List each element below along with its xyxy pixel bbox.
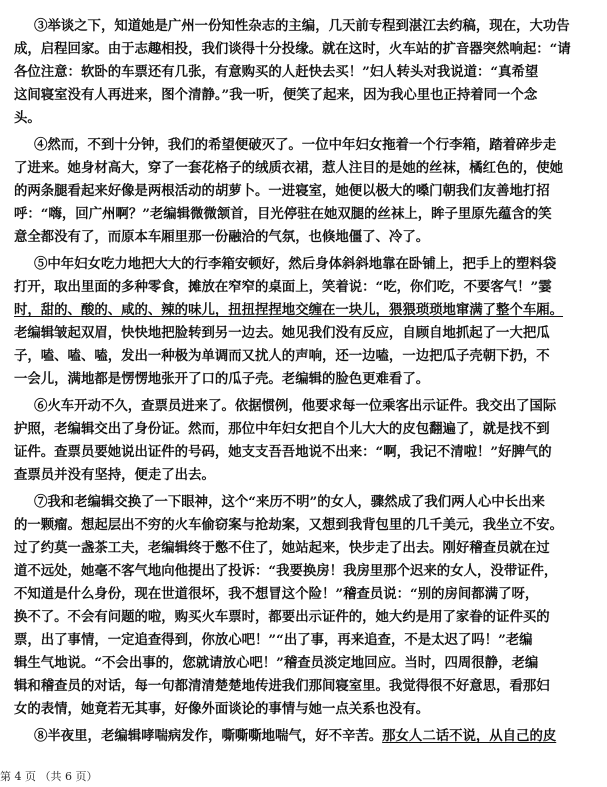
text-line-underlined: 时，甜的、酸的、咸的、辣的味儿，扭扭捏捏地交缠在一块儿，猥猥琐琐地窜满了整个车厢。 xyxy=(14,302,564,318)
text-line: 子，嗑、嗑、嗑，发出一种极为单调而又扰人的声响，还一边嗑，一边把瓜子壳朝下扔，不 xyxy=(14,348,550,364)
text-line xyxy=(34,725,592,748)
underlined-segment: 那女人二话不说，从自己的皮 xyxy=(382,728,557,744)
text-line: 老编辑皱起双眉，快快地把脸转到另一边去。她见我们没有反应，自顾自地抓起了一大把瓜 xyxy=(14,325,550,341)
text-line: 过了约莫一盏茶工夫，老编辑终于憋不住了，她站起来，快步走了出去。刚好稽查员就在过 xyxy=(14,540,550,556)
text-line: 各位注意：软卧的车票还有几张，有意购买的人赶快去买！”妇人转头对我说道：“真希望 xyxy=(14,64,539,80)
text-line: 护照，老编辑交出了身份证。然而，那位中年妇女把自个儿大大的皮包翻遍了，就是找不到 xyxy=(14,421,550,437)
text-line: 的两条腿看起来好像是两根活动的胡萝卜。一进寝室，她便以极大的嗓门朝我们友善地打招 xyxy=(14,183,550,199)
text-line: 打开，取出里面的多种零食，摊放在窄窄的桌面上，笑着说：“吃，你们吃，不要客气！”霎 xyxy=(14,279,552,295)
text-line: 头。 xyxy=(14,110,41,126)
text-line: 女的表情，她竟若无其事，好像外面谈论的事情与她一点关系也没有。 xyxy=(14,701,430,717)
text-line: 道不远处，她毫不客气地向他提出了投诉：“我要换房！我房里那个迟来的女人，没带证件， xyxy=(14,563,558,579)
text-line: ③举谈之下，知道她是广州一份知性杂志的主编，几天前专程到湛江去约稿，现在，大功告 xyxy=(34,18,570,34)
page-footer: 第 4 页 （共 6 页） xyxy=(0,770,98,783)
text-line: 辑生气地说。“不会出事的，您就请放心吧！”稽查员淡定地回应。当时，四周很静，老编 xyxy=(14,655,539,671)
text-line: 票，出了事情，一定追查得到，你放心吧！”“出了事，再来追查，不是太迟了吗！”老编 xyxy=(14,632,533,648)
text-line: 成，启程回家。由于志趣相投，我们谈得十分投缘。就在这时，火车站的扩音器突然响起：“请 xyxy=(14,41,571,57)
text-line: 不知道是什么身份，现在世道很坏，我不想冒这个险！”稽查员说：“别的房间都满了呀， xyxy=(14,586,539,602)
text-segment: ⑧半夜里，老编辑哮喘病发作，嘶嘶嘶地喘气，好不辛苦。 xyxy=(34,728,383,744)
text-line: 意全都没有了，而原本车厢里那一份融洽的气氛，也倏地僵了、冷了。 xyxy=(14,229,430,245)
text-line: 了进来。她身材高大，穿了一套花格子的绒质衣裙，惹人注目的是她的丝袜，橘红色的，使她 xyxy=(14,160,564,176)
text-line: ④然而，不到十分钟，我们的希望便破灭了。一位中年妇女拖着一个行李箱，踏着碎步走 xyxy=(34,137,557,153)
text-line: 证件。查票员要她说出证件的号码，她支支吾吾地说不出来：“啊，我记不清啦！”好脾气的 xyxy=(14,444,552,460)
text-line: 一会儿，满地都是愣愣地张开了口的瓜子壳。老编辑的脸色更难看了。 xyxy=(14,371,430,387)
text-line: ⑦我和老编辑交换了一下眼神，这个“来历不明”的女人，骤然成了我们两人心中长出来 xyxy=(34,494,545,510)
text-line: 呼：“嗨，回广州啊？”老编辑微微颔首，目光停驻在她双腿的丝袜上，眸子里原先蕴含的笑 xyxy=(14,206,552,222)
text-line: 换不了。不会有问题的啦，购买火车票时，都要出示证件的，她大约是用了家眷的证件买的 xyxy=(14,609,550,625)
text-line: ⑤中年妇女吃力地把大大的行李箱安顿好，然后身体斜斜地靠在卧铺上，把手上的塑料袋 xyxy=(34,256,557,272)
text-line: ⑥火车开动不久，查票员进来了。依据惯例，他要求每一位乘客出示证件。我交出了国际 xyxy=(34,398,557,414)
text-line: 这间寝室没有人再进来，图个清静。”我一听，便笑了起来，因为我心里也正持着同一个念 xyxy=(14,87,538,103)
text-line: 查票员并没有坚持，便走了出去。 xyxy=(14,467,215,483)
text-line: 的一颗瘤。想起层出不穷的火车偷窃案与抢劫案，又想到我背包里的几千美元，我坐立不安。 xyxy=(14,517,564,533)
text-line: 辑和稽查员的对话，每一句都清清楚楚地传进我们那间寝室里。我觉得很不好意思，看那妇 xyxy=(14,678,550,694)
